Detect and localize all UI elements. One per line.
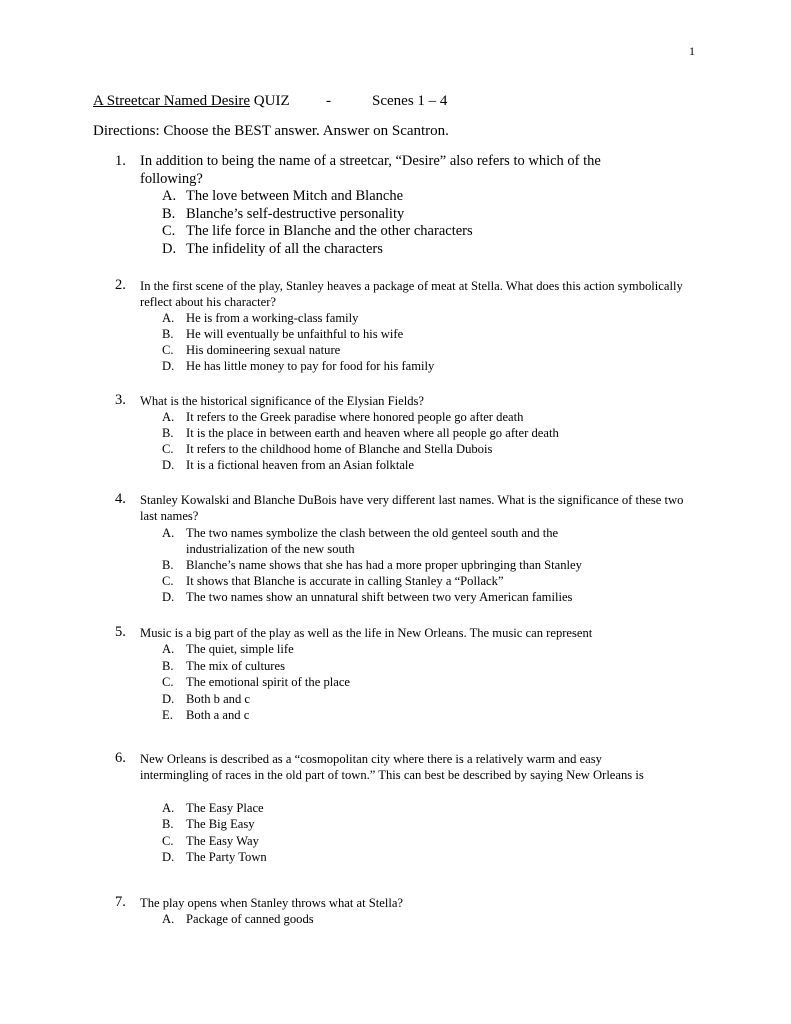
- option-c: [162, 674, 682, 691]
- options-list: [162, 188, 682, 258]
- options-list: [162, 409, 682, 473]
- options-list: [162, 310, 682, 374]
- options-list: [162, 800, 682, 866]
- option-text: It is the place in between earth and heaven where all people go after death: [186, 426, 559, 441]
- option-letter: B.: [162, 426, 174, 441]
- option-text: The Easy Place: [186, 801, 264, 815]
- question-text: New Orleans is described as a “cosmopolitan city where there is a relatively warm and easy intermingling of races in the old part of town.” This can best be described by saying New Orleans is: [140, 752, 644, 783]
- question-text: Stanley Kowalski and Blanche DuBois have very different last names. What is the significance of these two last names?: [140, 493, 684, 524]
- option-d: [162, 589, 682, 605]
- option-text: The infidelity of all the characters: [186, 240, 383, 257]
- title-suffix: QUIZ: [250, 93, 290, 109]
- option-a: [162, 800, 682, 816]
- question-text: What is the historical significance of the Elysian Fields?: [140, 394, 424, 408]
- option-b: [162, 326, 682, 342]
- option-text: It is a fictional heaven from an Asian folktale: [186, 458, 415, 473]
- option-c: [162, 441, 682, 457]
- option-text: The quiet, simple life: [186, 642, 294, 656]
- option-text: It refers to the childhood home of Blanche and Stella Dubois: [186, 442, 493, 457]
- option-text: He is from a working-class family: [186, 311, 359, 325]
- option-letter: D.: [162, 240, 177, 257]
- option-a: [162, 911, 682, 927]
- option-letter: A.: [162, 188, 177, 204]
- option-d: [162, 241, 682, 259]
- option-text: Blanche’s name shows that she has had a more proper upbringing than Stanley: [186, 558, 582, 573]
- option-text: The emotional spirit of the place: [186, 675, 351, 690]
- option-letter: A.: [162, 526, 175, 540]
- option-a: [162, 641, 682, 658]
- question-number: 7.: [115, 894, 126, 910]
- option-letter: C.: [162, 675, 174, 690]
- option-letter: D.: [162, 590, 175, 605]
- option-letter: A.: [162, 410, 175, 424]
- option-letter: C.: [162, 223, 176, 240]
- options-list: [162, 641, 682, 724]
- option-b: [162, 816, 682, 832]
- option-c: [162, 833, 682, 849]
- question-text: In the first scene of the play, Stanley heaves a package of meat at Stella. What does this action symbolically reflect about his character?: [140, 279, 683, 310]
- options-list: [162, 525, 682, 605]
- option-text: It shows that Blanche is accurate in calling Stanley a “Pollack”: [186, 574, 504, 589]
- option-text: Blanche’s self-destructive personality: [186, 205, 405, 222]
- option-c: [162, 573, 682, 589]
- option-text: The Party Town: [186, 850, 267, 865]
- option-text: The love between Mitch and Blanche: [186, 188, 404, 204]
- question-number: 2.: [115, 277, 126, 293]
- option-text: The Easy Way: [186, 833, 259, 848]
- quiz-title: [93, 93, 448, 110]
- option-letter: A.: [162, 801, 175, 815]
- title-scenes: Scenes 1 – 4: [372, 93, 448, 109]
- option-letter: C.: [162, 442, 174, 457]
- option-b: [162, 206, 682, 224]
- option-d: [162, 849, 682, 865]
- option-a: [162, 525, 682, 557]
- option-text: The two names symbolize the clash between the old genteel south and the industrialization of the new south: [186, 526, 559, 557]
- option-text: The two names show an unnatural shift between two very American families: [186, 590, 573, 605]
- option-text: The mix of cultures: [186, 658, 285, 673]
- question-number: 1.: [115, 153, 126, 169]
- option-letter: D.: [162, 850, 175, 865]
- option-letter: B.: [162, 327, 174, 342]
- option-text: The Big Easy: [186, 817, 255, 832]
- option-letter: B.: [162, 205, 176, 222]
- option-letter: D.: [162, 359, 175, 374]
- option-text: He has little money to pay for food for his family: [186, 359, 435, 374]
- options-list: [162, 911, 682, 927]
- option-letter: C.: [162, 574, 174, 589]
- question-text: Music is a big part of the play as well as the life in New Orleans. The music can represent: [140, 626, 593, 640]
- option-e: [162, 707, 682, 724]
- option-letter: B.: [162, 817, 174, 832]
- option-b: [162, 425, 682, 441]
- option-d: [162, 457, 682, 473]
- question-text: The play opens when Stanley throws what at Stella?: [140, 896, 404, 910]
- option-text: The life force in Blanche and the other characters: [186, 223, 473, 240]
- question-text: In addition to being the name of a streetcar, “Desire” also refers to which of the following?: [140, 153, 601, 187]
- option-letter: A.: [162, 642, 175, 656]
- page-number: 1: [689, 44, 695, 58]
- option-d: [162, 691, 682, 708]
- title-work-name: A Streetcar Named Desire: [93, 93, 251, 109]
- question-number: 3.: [115, 392, 126, 408]
- option-letter: A.: [162, 912, 175, 926]
- option-letter: A.: [162, 311, 175, 325]
- option-letter: D.: [162, 458, 175, 473]
- option-a: [162, 310, 682, 326]
- option-b: [162, 658, 682, 675]
- option-letter: B.: [162, 558, 174, 573]
- directions: Directions: Choose the BEST answer. Answer on Scantron.: [93, 123, 449, 139]
- title-dash: -: [326, 93, 331, 109]
- option-text: Package of canned goods: [186, 912, 314, 926]
- option-text: It refers to the Greek paradise where honored people go after death: [186, 410, 524, 424]
- question-number: 6.: [115, 750, 126, 766]
- option-letter: E.: [162, 708, 173, 723]
- option-c: [162, 223, 682, 241]
- option-d: [162, 358, 682, 374]
- option-text: He will eventually be unfaithful to his wife: [186, 327, 404, 342]
- option-letter: C.: [162, 833, 174, 848]
- question-number: 5.: [115, 624, 126, 640]
- question-number: 4.: [115, 491, 126, 507]
- option-letter: D.: [162, 691, 175, 706]
- option-c: [162, 342, 682, 358]
- option-a: [162, 409, 682, 425]
- option-text: Both a and c: [186, 708, 250, 723]
- option-text: His domineering sexual nature: [186, 343, 341, 358]
- option-a: [162, 188, 682, 206]
- option-b: [162, 557, 682, 573]
- option-text: Both b and c: [186, 691, 251, 706]
- option-letter: C.: [162, 343, 174, 358]
- option-letter: B.: [162, 658, 174, 673]
